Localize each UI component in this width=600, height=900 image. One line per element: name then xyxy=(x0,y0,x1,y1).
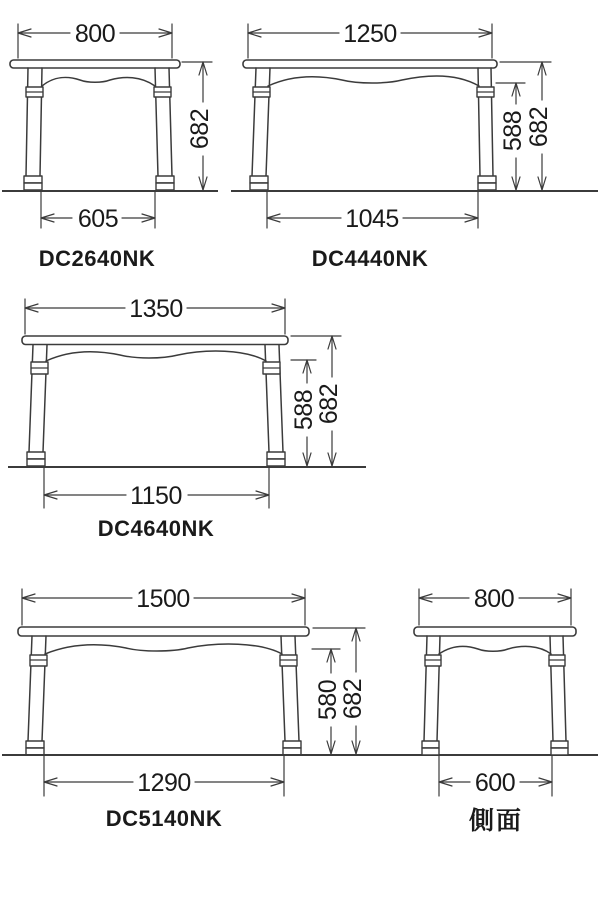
dim-leg-spacing xyxy=(267,192,478,233)
dim-value-top-width: 1250 xyxy=(343,20,397,48)
right-leg xyxy=(477,68,496,190)
view-label: 側面 xyxy=(468,807,524,835)
tabletop xyxy=(22,336,288,345)
leg-shaft xyxy=(550,636,566,741)
leg-shaft xyxy=(252,68,270,176)
leg-foot xyxy=(551,748,568,755)
apron-curve xyxy=(42,78,155,86)
leg-foot xyxy=(26,741,44,748)
dim-under-apron-height xyxy=(496,83,527,190)
dim-value-top-width: 800 xyxy=(473,585,515,613)
apron-curve xyxy=(46,351,266,361)
leg-foot xyxy=(27,452,45,459)
leg-shaft xyxy=(424,636,440,741)
model-label: DC4440NK xyxy=(311,246,429,271)
model-label: DC2640NK xyxy=(38,246,156,271)
leg-foot xyxy=(156,183,174,190)
right-leg xyxy=(549,636,568,755)
diagram-dc2640nk xyxy=(2,20,218,271)
leg-foot xyxy=(283,741,301,748)
apron-curve xyxy=(268,76,479,86)
leg-foot xyxy=(156,176,174,183)
dim-top-width xyxy=(25,295,285,334)
leg-foot xyxy=(478,183,496,190)
diagram-dc4440nk xyxy=(231,20,598,271)
dim-leg-spacing xyxy=(44,468,269,510)
dim-total-height xyxy=(182,62,214,190)
apron-curve xyxy=(45,644,282,654)
leg-shaft xyxy=(281,636,299,741)
left-leg xyxy=(24,68,43,190)
tabletop xyxy=(243,60,497,68)
right-leg xyxy=(263,345,285,466)
dim-value-under-apron-height: 588 xyxy=(499,110,527,152)
dim-value-top-width: 1350 xyxy=(129,295,183,323)
leg-foot xyxy=(283,748,301,755)
dim-leg-spacing xyxy=(44,756,284,797)
right-leg xyxy=(280,636,301,755)
dim-value-under-apron-height: 588 xyxy=(290,389,318,431)
leg-shaft xyxy=(26,68,42,176)
apron-curve xyxy=(439,646,551,654)
dim-value-leg-spacing: 605 xyxy=(77,205,119,233)
leg-foot xyxy=(26,748,44,755)
tabletop xyxy=(10,60,180,68)
leg-foot xyxy=(250,176,268,183)
dim-top-width xyxy=(419,585,571,625)
dim-under-apron-height xyxy=(312,649,342,754)
dim-leg-spacing xyxy=(439,756,552,797)
left-leg xyxy=(27,345,48,466)
leg-shaft xyxy=(155,68,172,176)
dim-value-total-height: 682 xyxy=(525,106,553,148)
leg-foot xyxy=(422,748,439,755)
leg-foot xyxy=(27,459,45,466)
left-leg xyxy=(422,636,441,755)
table-drawing xyxy=(18,627,309,755)
right-leg xyxy=(154,68,174,190)
leg-foot xyxy=(478,176,496,183)
leg-shaft xyxy=(265,345,283,452)
tabletop xyxy=(18,627,309,636)
dim-top-width xyxy=(18,20,172,58)
dim-top-width xyxy=(248,20,492,58)
left-leg xyxy=(26,636,47,755)
leg-foot xyxy=(267,452,285,459)
dim-value-total-height: 682 xyxy=(186,108,214,150)
dim-value-leg-spacing: 1290 xyxy=(137,769,191,797)
dim-value-leg-spacing: 1150 xyxy=(130,482,182,510)
dim-value-under-apron-height: 580 xyxy=(314,679,342,721)
model-label: DC5140NK xyxy=(105,806,223,831)
dim-top-width xyxy=(22,585,305,625)
left-leg xyxy=(250,68,270,190)
diagram-dc4640nk xyxy=(8,295,366,541)
leg-foot xyxy=(24,176,42,183)
leg-foot xyxy=(267,459,285,466)
dim-under-apron-height xyxy=(290,360,318,466)
dim-value-leg-spacing: 1045 xyxy=(345,205,399,233)
model-label: DC4640NK xyxy=(97,516,215,541)
leg-foot xyxy=(24,183,42,190)
leg-shaft xyxy=(29,345,47,452)
dim-leg-spacing xyxy=(41,192,155,233)
dim-value-top-width: 1500 xyxy=(136,585,190,613)
leg-foot xyxy=(551,741,568,748)
dim-value-top-width: 800 xyxy=(74,20,116,48)
diagram-dc5140nk xyxy=(18,585,367,831)
leg-foot xyxy=(250,183,268,190)
table-drawing xyxy=(414,627,576,755)
tabletop xyxy=(414,627,576,636)
leg-foot xyxy=(422,741,439,748)
leg-shaft xyxy=(28,636,46,741)
leg-shaft xyxy=(478,68,493,176)
dim-value-total-height: 682 xyxy=(339,678,367,720)
diagram-side-view xyxy=(414,585,576,835)
dim-value-leg-spacing: 600 xyxy=(474,769,516,797)
dim-value-total-height: 682 xyxy=(315,383,343,425)
